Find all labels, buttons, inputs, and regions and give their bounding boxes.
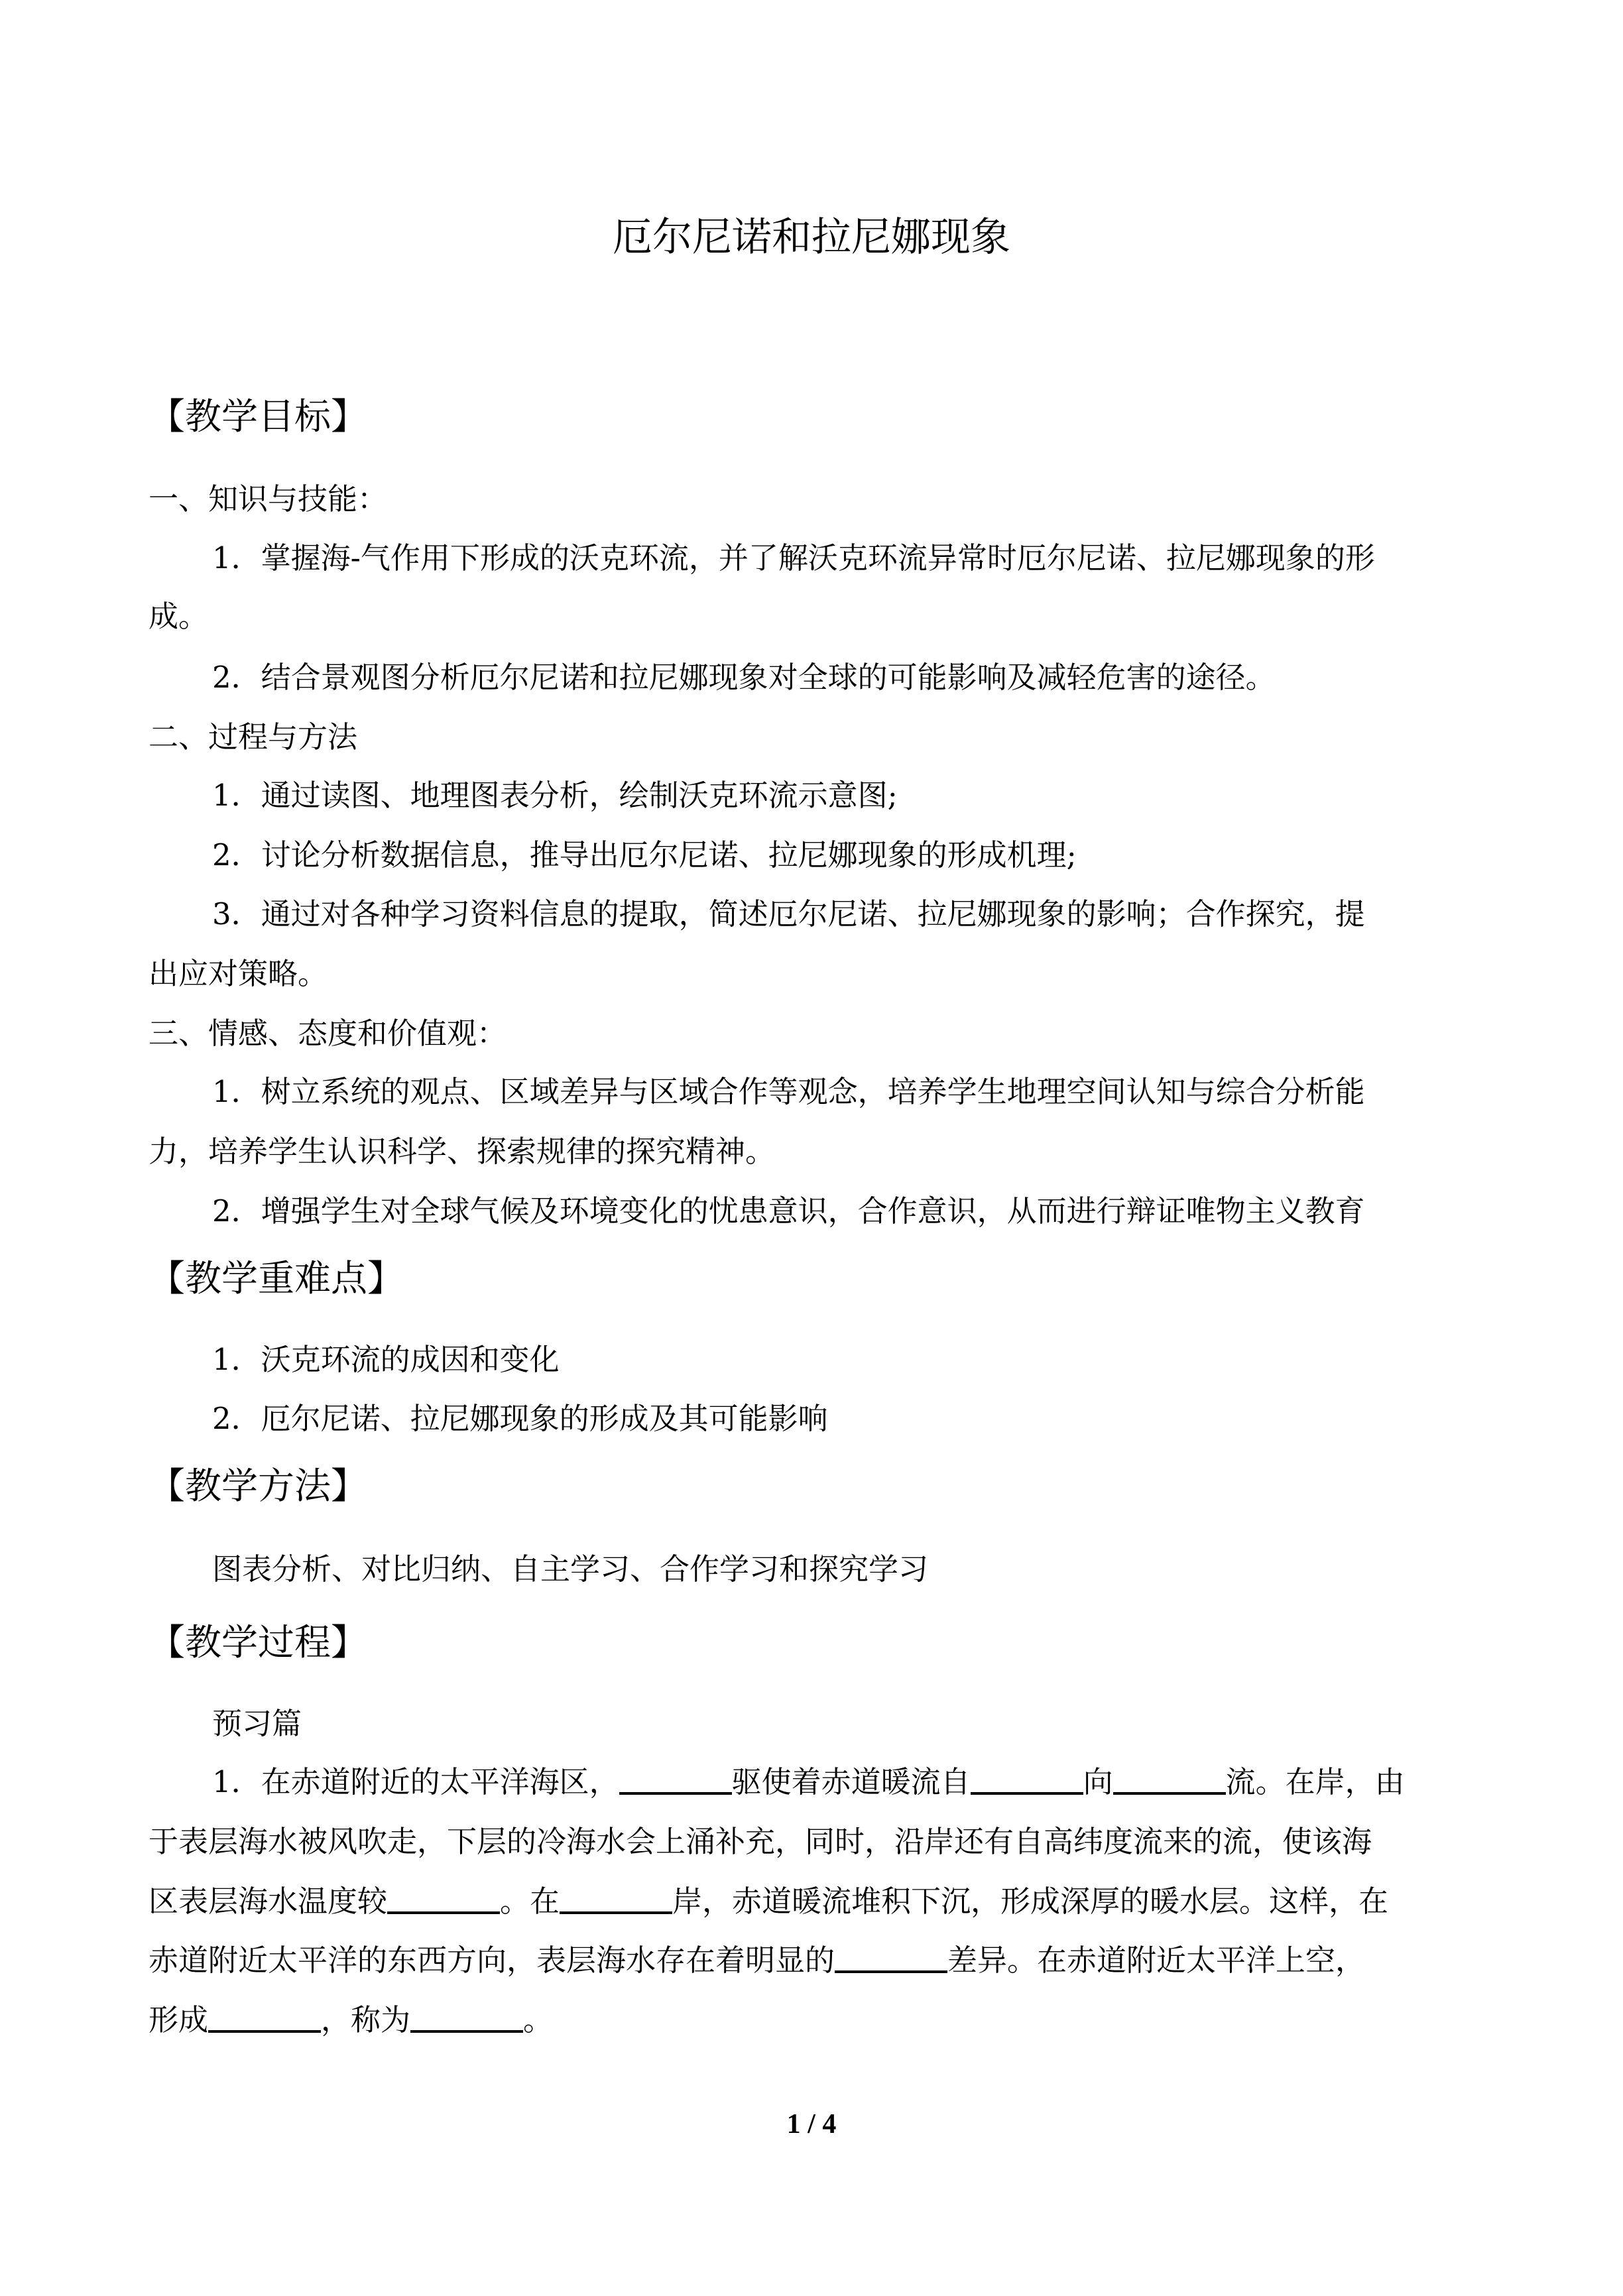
fill-blank[interactable] (971, 1766, 1083, 1795)
section-heading-teaching-methods: 【教学方法】 (149, 1465, 368, 1507)
teaching-methods-text: 图表分析、对比归纳、自主学习、合作学习和探究学习 (212, 1551, 929, 1587)
fill-blank[interactable] (619, 1766, 732, 1795)
question-1-line4: 赤道附近太平洋的东西方向，表层海水存在着明显的 差异。在赤道附近太平洋上空， (149, 1943, 1366, 1978)
question-1-line2: 于表层海水被风吹走，下层的冷海水会上涌补充，同时，沿岸还有自高纬度流来的流，使该海 (149, 1824, 1372, 1859)
subheading-knowledge-skills: 一、知识与技能： (149, 481, 388, 516)
preview-label: 预习篇 (212, 1706, 302, 1741)
key-point-item: 2．厄尔尼诺、拉尼娜现象的形成及其可能影响 (212, 1401, 828, 1436)
section-heading-teaching-process: 【教学过程】 (149, 1621, 368, 1663)
goal-item-p1: 1．通过读图、地理图表分析，绘制沃克环流示意图; (212, 778, 898, 813)
goal-item-p3-line1: 3．通过对各种学习资料信息的提取，简述厄尔尼诺、拉尼娜现象的影响；合作探究，提 (212, 896, 1365, 932)
goal-item-k1-line2: 成。 (149, 599, 209, 634)
fill-blank[interactable] (410, 2004, 523, 2033)
subheading-emotion-values: 三、情感、态度和价值观： (149, 1016, 507, 1051)
fill-blank[interactable] (208, 2004, 321, 2033)
goal-item-p3-line2: 出应对策略。 (149, 956, 328, 991)
goal-item-k2: 2．结合景观图分析厄尔尼诺和拉尼娜现象对全球的可能影响及减轻危害的途径。 (212, 660, 1276, 695)
section-heading-key-points: 【教学重难点】 (149, 1257, 404, 1299)
page-indicator: 1 / 4 (786, 2109, 837, 2140)
question-1-line3: 区表层海水温度较 。在 岸，赤道暖流堆积下沉，形成深厚的暖水层。这样，在 (149, 1884, 1389, 1919)
page-title: 厄尔尼诺和拉尼娜现象 (613, 214, 1010, 261)
fill-blank[interactable] (1113, 1766, 1226, 1795)
question-1-line5: 形成 ，称为 。 (149, 2002, 554, 2037)
goal-item-e1-line1: 1．树立系统的观点、区域差异与区域合作等观念，培养学生地理空间认知与综合分析能 (212, 1074, 1365, 1109)
section-heading-teaching-goals: 【教学目标】 (149, 395, 368, 438)
fill-blank[interactable] (835, 1944, 947, 1973)
goal-item-e2: 2．增强学生对全球气候及环境变化的忧患意识，合作意识，从而进行辩证唯物主义教育 (212, 1193, 1365, 1229)
subheading-process-methods: 二、过程与方法 (149, 719, 358, 755)
goal-item-e1-line2: 力，培养学生认识科学、探索规律的探究精神。 (149, 1134, 776, 1169)
goal-item-k1-line1: 1．掌握海-气作用下形成的沃克环流，并了解沃克环流异常时厄尔尼诺、拉尼娜现象的形 (212, 540, 1375, 575)
key-point-item: 1．沃克环流的成因和变化 (212, 1342, 560, 1377)
fill-blank[interactable] (387, 1885, 500, 1914)
goal-item-p2: 2．讨论分析数据信息，推导出厄尔尼诺、拉尼娜现象的形成机理; (212, 837, 1077, 873)
fill-blank[interactable] (560, 1885, 672, 1914)
question-1-line1: 1．在赤道附近的太平洋海区， 驱使着赤道暖流自 向 流。在岸，由 (212, 1764, 1405, 1799)
